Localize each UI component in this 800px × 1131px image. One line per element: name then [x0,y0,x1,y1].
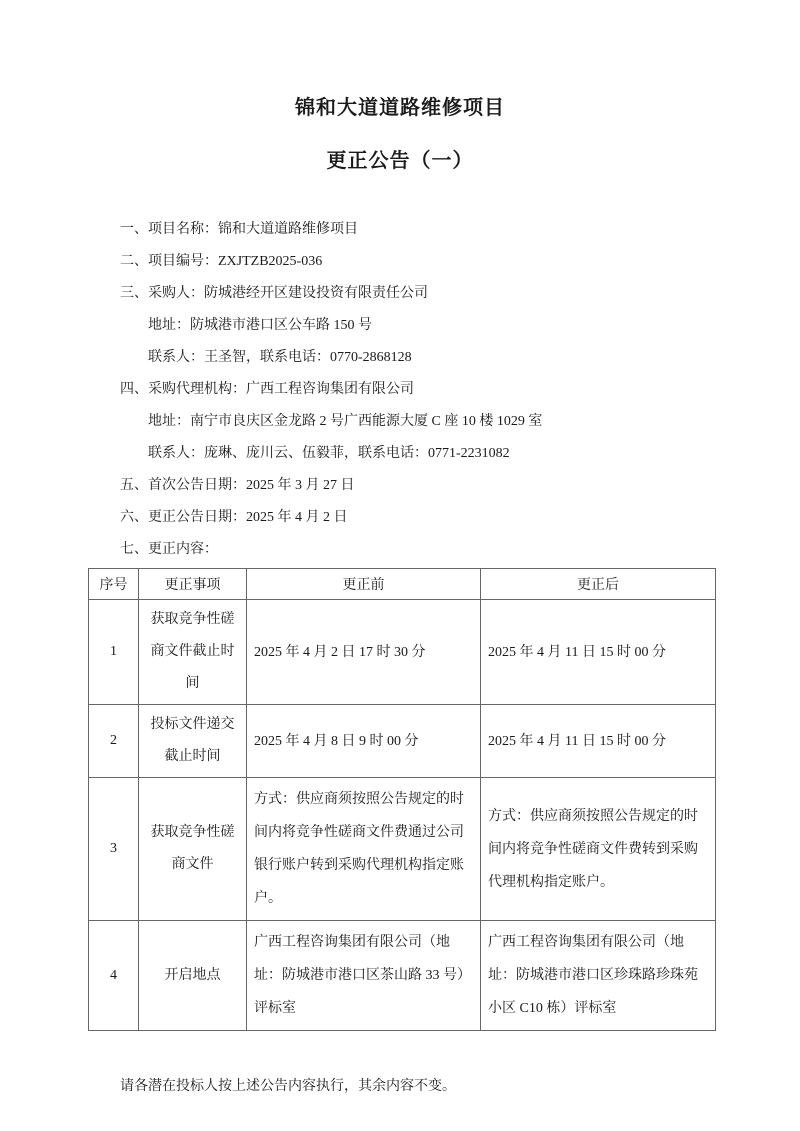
table-row [89,600,716,705]
agency-contact-line [0,438,800,470]
cell-after: 2025 年 4 月 11 日 15 时 00 分 [481,705,716,778]
agency-address-value: 南宁市良庆区金龙路 2 号广西能源大厦 C 座 10 楼 1029 室 [190,414,543,429]
col-header-seq: 序号 [89,569,139,600]
cell-item: 投标文件递交截止时间 [139,705,247,778]
table-row [89,705,716,778]
col-header-before: 更正前 [247,569,481,600]
correction-content-label: 七、更正内容： [120,542,218,557]
cell-item: 获取竞争性磋商文件截止时间 [139,600,247,705]
table-row [89,921,716,1031]
purchaser-contact-label: 联系人： [148,350,204,365]
cell-seq: 3 [89,778,139,921]
footer-note: 请各潜在投标人按上述公告内容执行，其余内容不变。 [120,1079,456,1094]
agency-label: 四、采购代理机构： [120,382,246,397]
agency-contact-label: 联系人： [148,446,204,461]
cell-seq: 4 [89,921,139,1031]
first-notice-date-value: 2025 年 3 月 27 日 [246,478,355,493]
cell-after: 2025 年 4 月 11 日 15 时 00 分 [481,600,716,705]
project-number-label: 二、项目编号： [120,254,218,269]
project-name-line [0,214,800,246]
agency-line [0,374,800,406]
cell-before: 方式：供应商须按照公告规定的时间内将竞争性磋商文件费通过公司银行账户转到采购代理机构指定账户。 [247,778,481,921]
agency-contact-value: 庞琳、庞川云、伍毅菲，联系电话：0771-2231082 [204,446,510,461]
purchaser-contact-value: 王圣智，联系电话：0770-2868128 [204,350,412,365]
purchaser-value: 防城港经开区建设投资有限责任公司 [204,286,428,301]
table-row [89,778,716,921]
project-name-value: 锦和大道道路维修项目 [218,222,358,237]
project-number-value: ZXJTZB2025-036 [218,254,323,269]
purchaser-address-line [0,310,800,342]
purchaser-contact-line [0,342,800,374]
cell-after: 广西工程咨询集团有限公司（地址：防城港市港口区珍珠路珍珠苑小区 C10 栋）评标室 [481,921,716,1031]
cell-seq: 1 [89,600,139,705]
correction-date-value: 2025 年 4 月 2 日 [246,510,348,525]
first-notice-date-label: 五、首次公告日期： [120,478,246,493]
cell-item: 开启地点 [139,921,247,1031]
cell-item: 获取竞争性磋商文件 [139,778,247,921]
agency-address-line [0,406,800,438]
notice-subtitle: 更正公告（一） [326,150,474,172]
correction-date-line [0,502,800,534]
page-title: 锦和大道道路维修项目 [295,97,505,119]
project-name-label: 一、项目名称： [120,222,218,237]
purchaser-label: 三、采购人： [120,286,204,301]
correction-date-label: 六、更正公告日期： [120,510,246,525]
correction-content-line [0,534,800,566]
title-block [0,0,800,174]
agency-value: 广西工程咨询集团有限公司 [246,382,414,397]
cell-before: 2025 年 4 月 8 日 9 时 00 分 [247,705,481,778]
col-header-item: 更正事项 [139,569,247,600]
cell-before: 2025 年 4 月 2 日 17 时 30 分 [247,600,481,705]
corrections-table [88,568,716,1031]
purchaser-address-label: 地址： [148,318,190,333]
info-list [0,214,800,566]
purchaser-address-value: 防城港市港口区公车路 150 号 [190,318,372,333]
purchaser-line [0,278,800,310]
col-header-after: 更正后 [481,569,716,600]
cell-before: 广西工程咨询集团有限公司（地址：防城港市港口区茶山路 33 号）评标室 [247,921,481,1031]
agency-address-label: 地址： [148,414,190,429]
cell-seq: 2 [89,705,139,778]
cell-after: 方式：供应商须按照公告规定的时间内将竞争性磋商文件费转到采购代理机构指定账户。 [481,778,716,921]
corrections-table-header [89,569,716,600]
project-number-line [0,246,800,278]
first-notice-date-line [0,470,800,502]
